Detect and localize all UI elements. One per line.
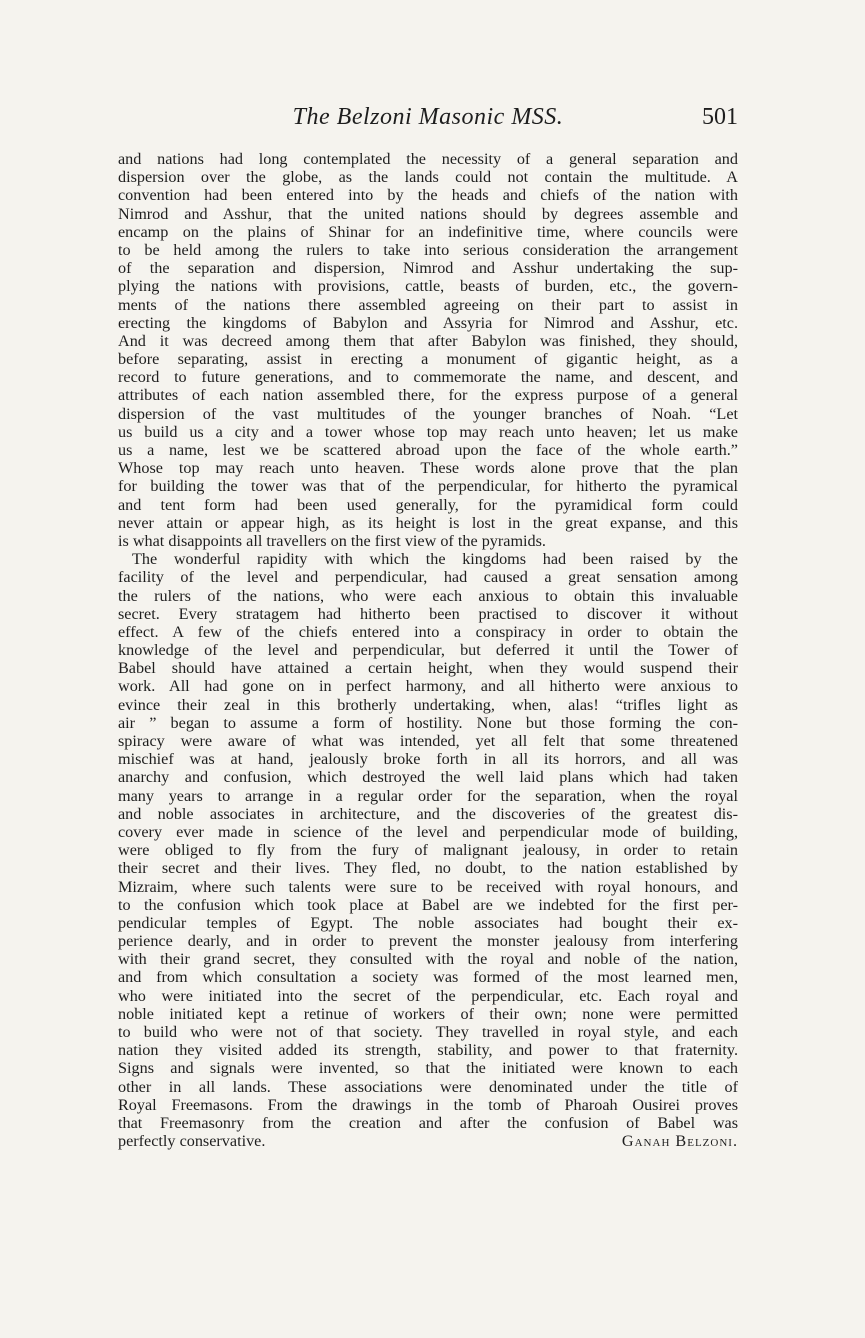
text-line: air ” began to assume a form of hostility. None but those forming the con- [118,713,738,732]
text-line: us a name, lest we be scattered abroad upon the face of the whole earth.” [118,441,738,459]
text-line: convention had been entered into by the heads and chiefs of the nation with [118,186,738,205]
text-line: and tent form had been used generally, for the pyramidical form could [118,495,738,514]
paragraph-end-line: is what disappoints all travellers on the first view of the pyramids. [118,531,546,550]
text-line: Signs and signals were invented, so that the initiated were known to each [118,1059,738,1078]
text-line: Mizraim, where such talents were sure to be received with royal honours, and [118,877,738,896]
text-line: Whose top may reach unto heaven. These words alone prove that the plan [118,459,738,478]
text-line: facility of the level and perpendicular, had caused a great sensation among [118,568,738,587]
text-line: Babel should have attained a certain height, when they would suspend their [118,659,738,678]
text-line: who were initiated into the secret of the perpendicular, etc. Each royal and [118,986,738,1005]
text-line: and from which consultation a society was formed of the most learned men, [118,968,738,987]
text-line: dispersion of the vast multitudes of the younger branches of Noah. “Let [118,404,738,423]
text-line: encamp on the plains of Shinar for an indefinitive time, where councils were [118,222,738,241]
text-line: effect. A few of the chiefs entered into a conspiracy in order to obtain the [118,622,738,641]
final-sentence: perfectly conservative. [118,1132,266,1151]
text-line: spiracy were aware of what was intended, yet all felt that some threatened [118,732,738,750]
text-line: secret. Every stratagem had hitherto been practised to discover it without [118,604,738,623]
text-line: before separating, assist in erecting a monument of gigantic height, as a [118,350,738,369]
text-line: and noble associates in architecture, and the discoveries of the greatest dis- [118,804,738,823]
text-line: plying the nations with provisions, cattle, beasts of burden, etc., the govern- [118,277,738,296]
text-line: pendicular temples of Egypt. The noble associates had bought their ex- [118,913,738,932]
text-line: dispersion over the globe, as the lands could not contain the multitude. A [118,168,738,187]
text-line: work. All had gone on in perfect harmony, and all hitherto were anxious to [118,677,738,696]
text-line: many years to arrange in a regular order for the separation, when the royal [118,786,738,805]
text-line: Nimrod and Asshur, that the united nations should by degrees assemble and [118,204,738,223]
page-header [118,104,738,134]
text-line: anarchy and confusion, which destroyed the well laid plans which had taken [118,768,738,787]
page-number: 501 [702,104,738,130]
text-line: and nations had long contemplated the necessity of a general separation and [118,150,738,168]
text-line: evince their zeal in this brotherly undertaking, when, alas! “trifles light as [118,695,738,714]
running-title: The Belzoni Masonic MSS. [292,104,564,130]
text-line: were obliged to fly from the fury of malignant jealousy, in order to retain [118,841,738,860]
text-line: that Freemasonry from the creation and after the confusion of Babel was [118,1113,738,1132]
text-line: to build who were not of that society. They travelled in royal style, and each [118,1023,738,1041]
text-line: nation they visited added its strength, stability, and power to that fraternity. [118,1041,738,1060]
text-line: attributes of each nation assembled there, for the express purpose of a general [118,386,738,405]
closing-line [118,1132,738,1150]
text-line: their secret and their lives. They fled, no doubt, to the nation established by [118,859,738,878]
paragraph-start-line: The wonderful rapidity with which the kingdoms had been raised by the [132,550,738,569]
text-line: ments of the nations there assembled agreeing on their part to assist in [118,295,738,314]
text-line: erecting the kingdoms of Babylon and Assyria for Nimrod and Asshur, etc. [118,313,738,332]
text-line: with their grand secret, they consulted with the royal and noble of the nation, [118,950,738,969]
text-line: never attain or appear high, as its height is lost in the great expanse, and this [118,513,738,532]
text-line: to be held among the rulers to take into serious consideration the arrangement [118,240,738,259]
text-line: covery ever made in science of the level and perpendicular mode of building, [118,822,738,841]
text-line: for building the tower was that of the perpendicular, for hitherto the pyramical [118,477,738,496]
text-line: the rulers of the nations, who were each anxious to obtain this invaluable [118,586,738,605]
text-line: other in all lands. These associations were denominated under the title of [118,1077,738,1096]
text-line: record to future generations, and to commemorate the name, and descent, and [118,368,738,387]
text-line: perience dearly, and in order to prevent the monster jealousy from interfering [118,932,738,951]
author-signature: Ganah Belzoni. [621,1132,738,1151]
text-line: mischief was at hand, jealously broke forth in all its horrors, and all was [118,750,738,769]
text-line: us build us a city and a tower whose top may reach unto heaven; let us make [118,422,738,441]
text-line: And it was decreed among them that after Babylon was finished, they should, [118,331,738,350]
article-body [118,150,738,1150]
text-line: Royal Freemasons. From the drawings in the tomb of Pharoah Ousirei proves [118,1095,738,1114]
text-line: knowledge of the level and perpendicular, but deferred it until the Tower of [118,641,738,660]
text-line: of the separation and dispersion, Nimrod and Asshur undertaking the sup- [118,259,738,278]
text-line: noble initiated kept a retinue of workers of their own; none were permitted [118,1004,738,1023]
text-line: to the confusion which took place at Babel are we indebted for the first per- [118,895,738,914]
